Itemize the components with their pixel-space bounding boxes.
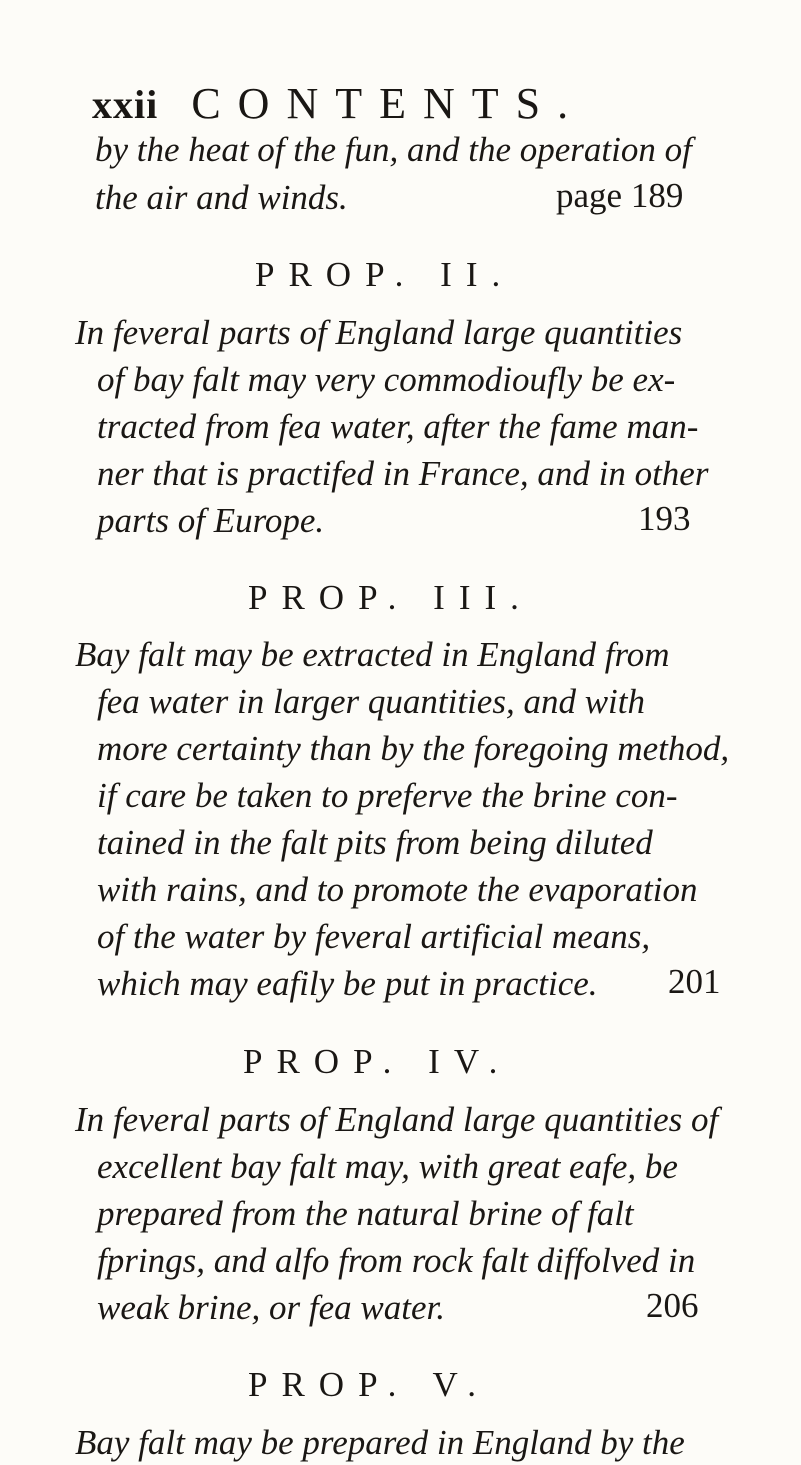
prop-2-line-4: ner that is practifed in France, and in other [97,454,709,493]
prop-2-heading: PROP. II. [255,255,515,294]
prop-4-page: 206 [646,1286,699,1325]
prop-3-line-4: if care be taken to preferve the brine con- [97,776,678,815]
prop-2-line-1: In feveral parts of England large quantities [75,313,683,352]
prop-4-line-1: In feveral parts of England large quantities of [75,1100,719,1139]
entry-1-line-1: by the heat of the fun, and the operation of [95,130,692,169]
prop-2-line-3: tracted from fea water, after the fame man- [97,407,699,446]
entry-1-page: page 189 [556,176,684,215]
prop-3-line-6: with rains, and to promote the evaporation [97,870,698,909]
prop-3-heading: PROP. III. [248,578,533,617]
prop-4-line-3: prepared from the natural brine of falt [97,1194,634,1233]
page-header [92,78,692,128]
prop-4-line-5: weak brine, or fea water. [97,1288,446,1327]
prop-5-heading: PROP. V. [248,1365,491,1404]
prop-2-page: 193 [638,499,691,538]
prop-2-line-5: parts of Europe. [97,501,325,540]
prop-3-page: 201 [668,962,721,1001]
prop-3-line-7: of the water by feveral artificial means, [97,917,651,956]
running-title: CONTENTS. [191,79,586,128]
prop-2-line-2: of bay falt may very commodioufly be ex- [97,360,676,399]
prop-3-line-3: more certainty than by the foregoing method, [97,729,730,768]
entry-1-line-2: the air and winds. [95,178,348,217]
prop-3-line-8: which may eafily be put in practice. [97,964,598,1003]
prop-4-line-4: fprings, and alfo from rock falt diffolved in [97,1241,696,1280]
folio-number: xxii [92,82,159,127]
prop-5-line-1: Bay falt may be prepared in England by the [75,1423,685,1462]
prop-4-heading: PROP. IV. [243,1042,512,1081]
prop-3-line-1: Bay falt may be extracted in England from [75,635,670,674]
prop-3-line-2: fea water in larger quantities, and with [97,682,646,721]
prop-4-line-2: excellent bay falt may, with great eafe, be [97,1147,678,1186]
prop-3-line-5: tained in the falt pits from being diluted [97,823,653,862]
